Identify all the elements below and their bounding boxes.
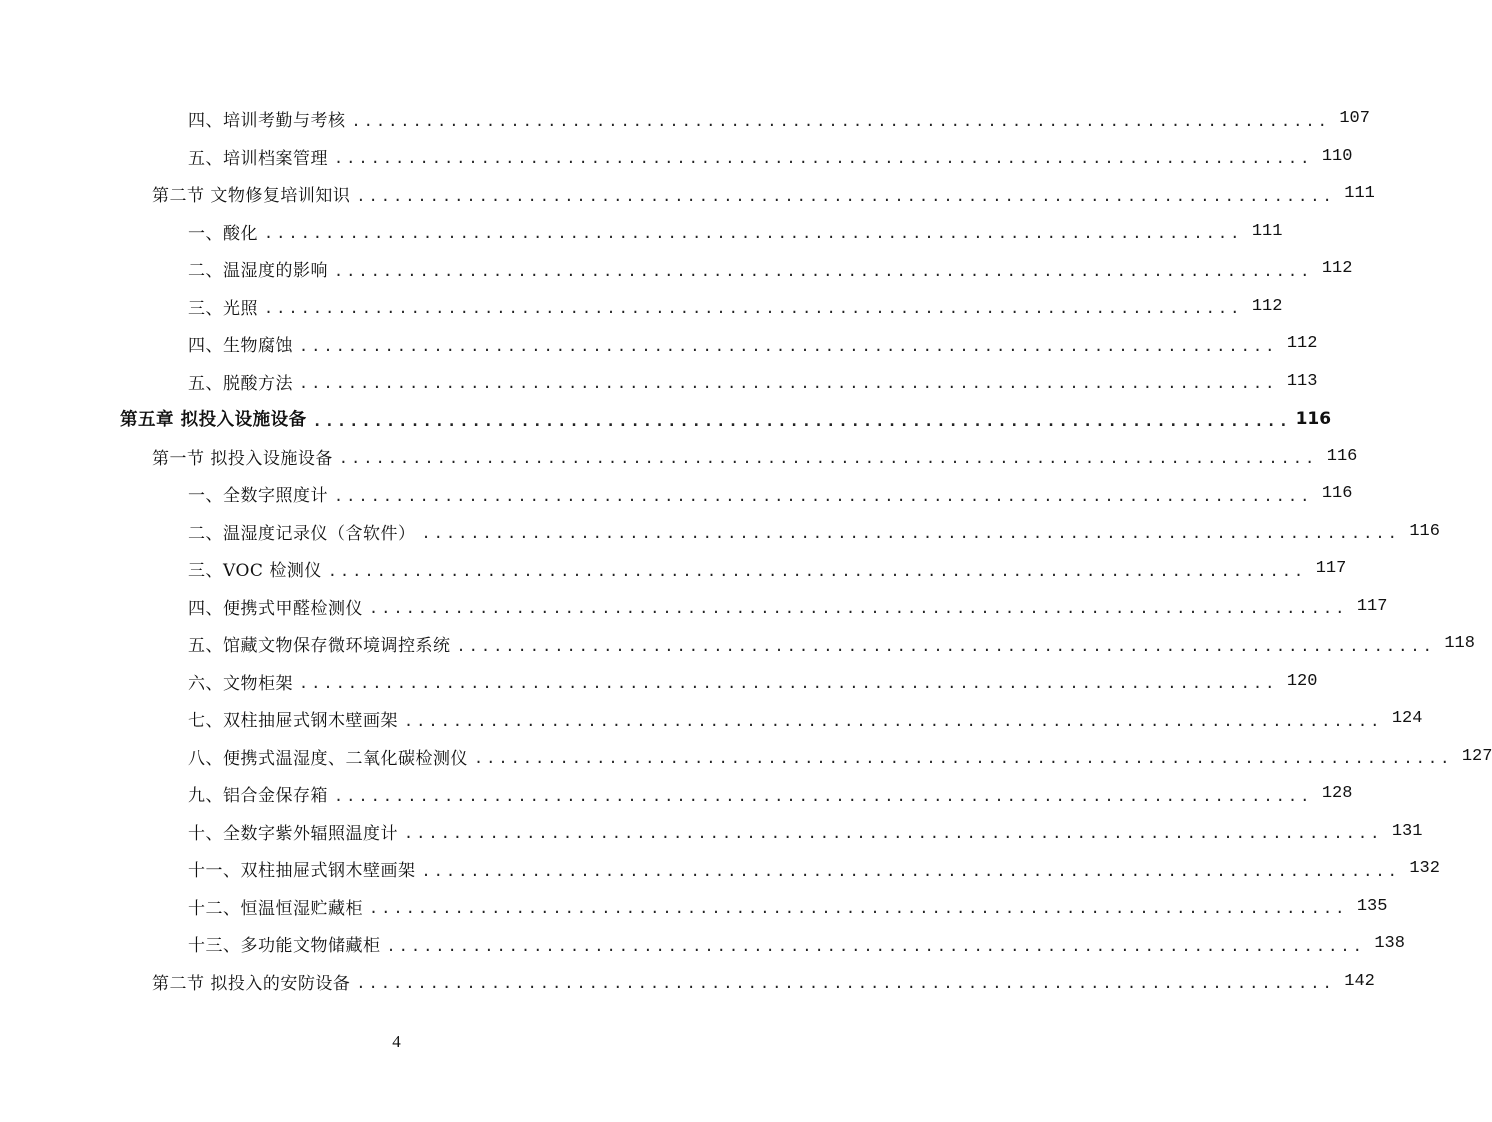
- toc-item-entry[interactable]: [0, 738, 1492, 776]
- toc-entry-title: 五、培训档案管理: [188, 148, 328, 169]
- toc-entry-title: 十三、多功能文物储藏柜: [188, 936, 381, 957]
- toc-item-entry[interactable]: [0, 213, 1283, 251]
- dot-leader: ................................................................................: [334, 786, 1313, 805]
- toc-item-entry[interactable]: [0, 100, 1370, 138]
- dot-leader: ................................................................................: [334, 486, 1313, 505]
- toc-entry-page: 131: [1391, 821, 1423, 841]
- table-of-contents: [0, 100, 1492, 1000]
- dot-leader: ................................................................................: [356, 974, 1335, 993]
- dot-leader: ................................................................................: [334, 261, 1313, 280]
- toc-entry-page: 116: [1321, 484, 1353, 504]
- toc-entry-page: 142: [1344, 971, 1375, 991]
- toc-entry-page: 107: [1339, 109, 1370, 129]
- dot-leader: ................................................................................: [351, 111, 1330, 130]
- dot-leader: ................................................................................: [369, 899, 1348, 918]
- toc-item-entry[interactable]: [0, 138, 1353, 176]
- toc-entry-title: 六、文物柜架: [188, 673, 293, 694]
- toc-entry-title: 三、VOC 检测仪: [188, 561, 322, 582]
- toc-entry-title: 五、脱酸方法: [188, 373, 293, 394]
- dot-leader: ................................................................................: [299, 674, 1278, 693]
- toc-section-entry[interactable]: [0, 175, 1375, 213]
- toc-chapter-entry[interactable]: [0, 400, 1332, 438]
- toc-item-entry[interactable]: [0, 663, 1318, 701]
- toc-entry-page: 112: [1321, 259, 1353, 279]
- toc-item-entry[interactable]: [0, 288, 1283, 326]
- dot-leader: ................................................................................: [404, 711, 1383, 730]
- dot-leader: ................................................................................: [456, 636, 1435, 655]
- toc-entry-page: 135: [1356, 896, 1388, 916]
- dot-leader: ................................................................................: [421, 861, 1400, 880]
- dot-leader: ................................................................................: [404, 824, 1383, 843]
- dot-leader: ................................................................................: [356, 186, 1335, 205]
- toc-entry-title: 一、酸化: [188, 223, 258, 244]
- toc-entry-title: 十一、双柱抽屉式钢木壁画架: [188, 861, 416, 882]
- dot-leader: ................................................................................: [264, 224, 1243, 243]
- toc-entry-title: 第一节 拟投入设施设备: [152, 448, 333, 469]
- dot-leader: ................................................................................: [334, 149, 1313, 168]
- toc-entry-title: 十、全数字紫外辐照温度计: [188, 823, 398, 844]
- toc-item-entry[interactable]: [0, 513, 1440, 551]
- toc-entry-page: 116: [1409, 521, 1440, 541]
- toc-entry-page: 128: [1321, 784, 1353, 804]
- toc-item-entry[interactable]: [0, 550, 1347, 588]
- toc-item-entry[interactable]: [0, 363, 1318, 401]
- toc-entry-page: 110: [1321, 146, 1353, 166]
- toc-entry-title: 五、馆藏文物保存微环境调控系统: [188, 636, 451, 657]
- dot-leader: ................................................................................: [474, 749, 1453, 768]
- toc-entry-page: 116: [1295, 408, 1332, 429]
- toc-section-entry[interactable]: [0, 438, 1358, 476]
- dot-leader: ................................................................................: [338, 449, 1318, 468]
- dot-leader: ................................................................................: [421, 524, 1400, 543]
- dot-leader: ................................................................................: [264, 299, 1243, 318]
- toc-item-entry[interactable]: [0, 588, 1388, 626]
- toc-item-entry[interactable]: [0, 250, 1353, 288]
- toc-entry-title: 一、全数字照度计: [188, 486, 328, 507]
- toc-entry-page: 111: [1251, 221, 1283, 241]
- toc-entry-page: 111: [1344, 184, 1375, 204]
- toc-entry-title: 第二节 文物修复培训知识: [152, 186, 351, 207]
- toc-section-entry[interactable]: [0, 963, 1375, 1001]
- toc-entry-page: 138: [1374, 934, 1405, 954]
- toc-item-entry[interactable]: [0, 625, 1475, 663]
- toc-entry-title: 二、温湿度记录仪（含软件）: [188, 523, 416, 544]
- toc-entry-page: 116: [1326, 446, 1358, 466]
- toc-item-entry[interactable]: [0, 775, 1353, 813]
- toc-entry-title: 十二、恒温恒湿贮藏柜: [188, 898, 363, 919]
- page-number: 4: [392, 1032, 401, 1051]
- toc-entry-page: 132: [1409, 859, 1440, 879]
- toc-item-entry[interactable]: [0, 813, 1423, 851]
- toc-entry-title: 四、培训考勤与考核: [188, 111, 346, 132]
- toc-entry-page: 117: [1356, 596, 1388, 616]
- toc-entry-page: 117: [1315, 559, 1347, 579]
- toc-entry-page: 127: [1461, 746, 1492, 766]
- toc-entry-title: 四、生物腐蚀: [188, 336, 293, 357]
- dot-leader: ................................................................................: [299, 374, 1278, 393]
- toc-item-entry[interactable]: [0, 700, 1423, 738]
- toc-entry-title: 第二节 拟投入的安防设备: [152, 973, 351, 994]
- toc-entry-title: 八、便携式温湿度、二氧化碳检测仪: [188, 748, 468, 769]
- toc-entry-page: 118: [1444, 634, 1475, 654]
- toc-item-entry[interactable]: [0, 925, 1405, 963]
- toc-item-entry[interactable]: [0, 888, 1388, 926]
- toc-entry-title: 二、温湿度的影响: [188, 261, 328, 282]
- toc-entry-title: 九、铝合金保存箱: [188, 786, 328, 807]
- dot-leader: ................................................................................: [369, 599, 1348, 618]
- toc-entry-page: 112: [1286, 334, 1318, 354]
- toc-entry-page: 120: [1286, 671, 1318, 691]
- toc-item-entry[interactable]: [0, 325, 1318, 363]
- dot-leader: ................................................................................: [312, 411, 1292, 430]
- toc-entry-page: 124: [1391, 709, 1423, 729]
- toc-entry-title: 第五章 拟投入设施设备: [120, 410, 307, 431]
- toc-item-entry[interactable]: [0, 475, 1353, 513]
- toc-entry-title: 四、便携式甲醛检测仪: [188, 598, 363, 619]
- toc-entry-page: 113: [1286, 371, 1318, 391]
- dot-leader: ................................................................................: [327, 561, 1307, 580]
- dot-leader: ................................................................................: [386, 936, 1365, 955]
- toc-entry-title: 七、双柱抽屉式钢木壁画架: [188, 711, 398, 732]
- toc-entry-page: 112: [1251, 296, 1283, 316]
- toc-entry-title: 三、光照: [188, 298, 258, 319]
- dot-leader: ................................................................................: [299, 336, 1278, 355]
- toc-item-entry[interactable]: [0, 850, 1440, 888]
